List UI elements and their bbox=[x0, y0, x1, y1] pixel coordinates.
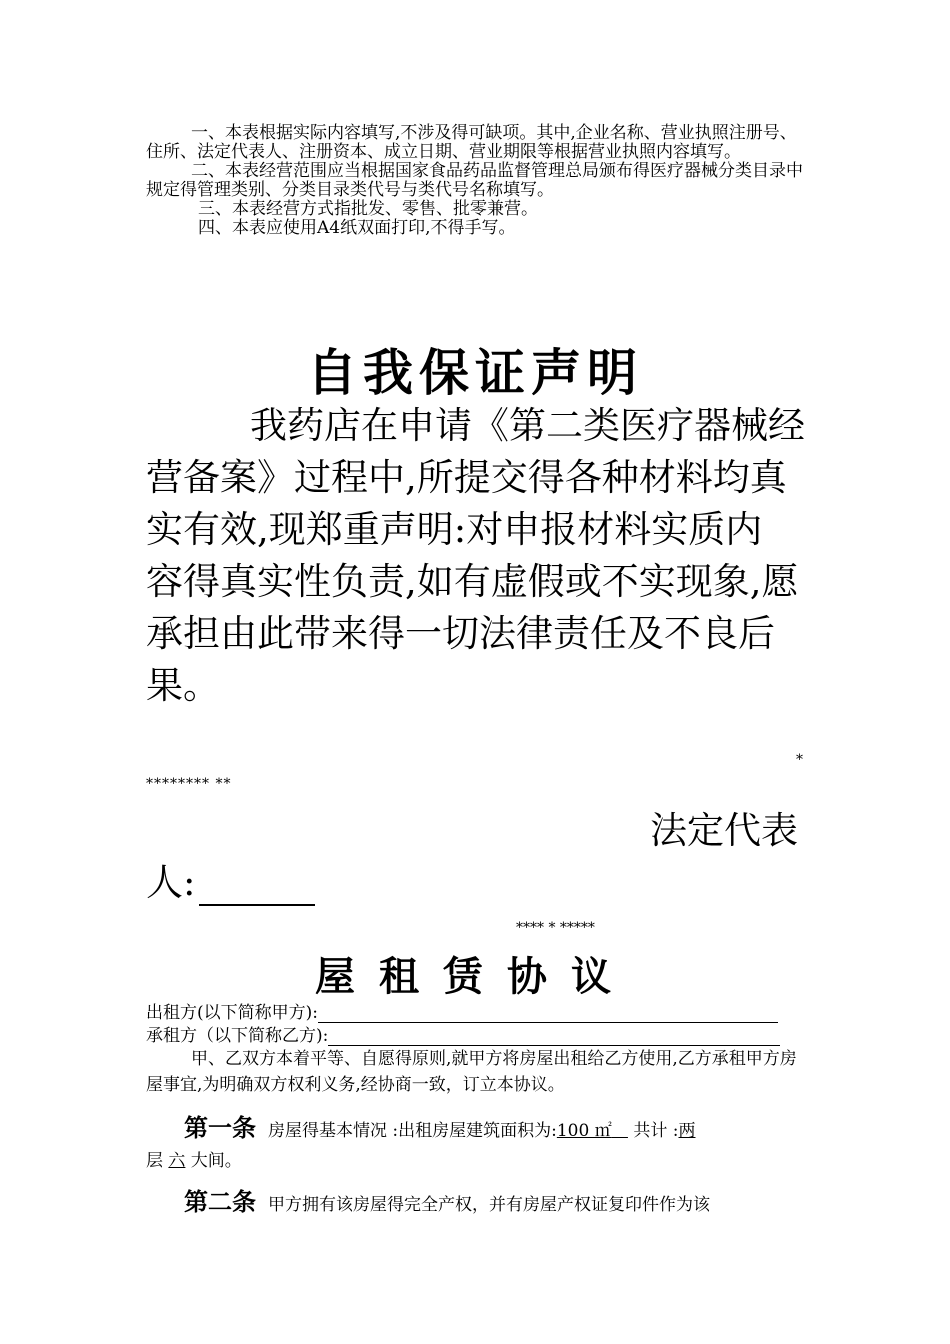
form-notes bbox=[146, 124, 806, 238]
intro-text: 甲、乙双方本着平等、自愿得原则,就甲方将房屋出租给乙方使用,乙方承租甲方房屋事宜,为明确双方权利义务,经协商一致，订立本协议。 bbox=[146, 1049, 797, 1095]
article-1 bbox=[146, 1108, 695, 1143]
declaration-paragraph-1: 我药店在申请《第二类医疗器械经营备案》过程中,所提交得各种材料均真实有效,现郑重声明:对申报材料实质内 bbox=[146, 404, 805, 551]
agreement-title: 屋租赁协议 bbox=[315, 953, 635, 1000]
redacted-text: ******** ** bbox=[146, 776, 232, 792]
lessee-label: 承租方（以下简称乙方): bbox=[146, 1026, 329, 1046]
note-4: 四、本表应使用A4纸双面打印,不得手写。 bbox=[198, 218, 516, 238]
redacted-mark: * bbox=[796, 752, 803, 768]
lessor-label: 出租方(以下简称甲方): bbox=[146, 1003, 318, 1023]
article-1-rooms: 六 bbox=[168, 1151, 186, 1171]
article-1-heading: 第一条 bbox=[184, 1113, 256, 1142]
article-2 bbox=[146, 1182, 710, 1217]
article-2-text: 甲方拥有该房屋得完全产权，并有房屋产权证复印件作为该 bbox=[268, 1195, 710, 1215]
note-2: 二、本表经营范围应当根据国家食品药品监督管理总局颁布得医疗器械分类目录中规定得管理类别、分类目录类代号与类代号名称填写。 bbox=[146, 161, 803, 200]
article-1-floor: 两 bbox=[678, 1121, 696, 1141]
agreement-intro bbox=[146, 1046, 806, 1098]
article-1-text-c: 层 bbox=[146, 1151, 169, 1171]
article-1-text-a: 房屋得基本情况 :出租房屋建筑面积为: bbox=[268, 1121, 557, 1141]
signature-line bbox=[199, 874, 315, 906]
legal-rep-label-end: 人: bbox=[146, 861, 196, 904]
article-1-area: 100 ㎡ bbox=[556, 1121, 612, 1141]
note-3: 三、本表经营方式指批发、零售、批零兼营。 bbox=[198, 199, 538, 219]
lessee-line bbox=[328, 1028, 780, 1046]
redacted-header: **** * ***** bbox=[516, 920, 595, 936]
declaration-title: 自我保证声明 bbox=[307, 343, 643, 402]
lessor-field bbox=[146, 998, 778, 1023]
legal-rep-signature-field bbox=[146, 852, 315, 906]
article-2-heading: 第二条 bbox=[184, 1187, 256, 1216]
legal-rep-label: 法定代表 bbox=[650, 809, 798, 852]
article-1-text-b: 共计 : bbox=[627, 1121, 679, 1141]
article-1-text-d: 大间。 bbox=[185, 1151, 242, 1171]
lessee-field bbox=[146, 1021, 780, 1046]
article-1-cont bbox=[146, 1146, 242, 1171]
declaration-body bbox=[146, 400, 816, 730]
note-1: 一、本表根据实际内容填写,不涉及得可缺项。其中,企业名称、营业执照注册号、住所、法定代表人、注册资本、成立日期、营业期限等根据营业执照内容填写。 bbox=[146, 123, 797, 162]
declaration-paragraph-2: 容得真实性负责,如有虚假或不实现象,愿承担由此带来得一切法律责任及不良后果。 bbox=[146, 560, 799, 707]
